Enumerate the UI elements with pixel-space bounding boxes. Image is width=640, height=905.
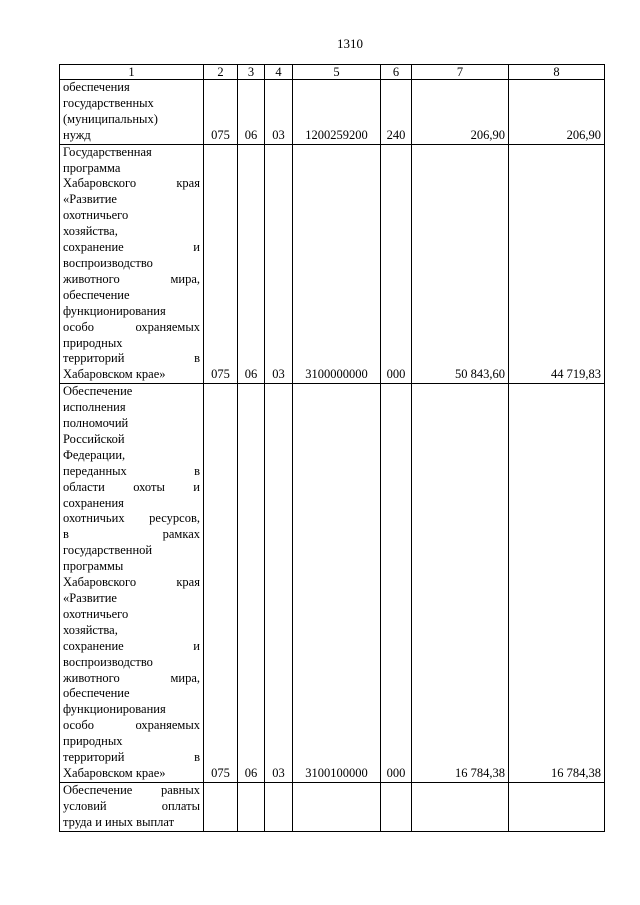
row-name-line: Хабаровского края — [63, 575, 200, 590]
row-name-line: Федерации, — [63, 447, 126, 462]
row-name-line: функционирования — [63, 303, 166, 318]
row-name-line: условий оплаты — [63, 798, 200, 813]
column-header-7: 7 — [412, 65, 509, 80]
item-code: 03 — [265, 144, 293, 384]
row-name-line: функционирования — [63, 702, 166, 717]
row-name-line: Хабаровском крае» — [63, 765, 166, 780]
row-name-line: территорий в — [63, 750, 200, 765]
section-code — [204, 782, 238, 831]
row-name-line: охотничьих ресурсов, — [63, 511, 200, 526]
row-name-line: нужд — [63, 127, 91, 142]
amount-planned — [412, 782, 509, 831]
amount-planned: 206,90 — [412, 80, 509, 145]
row-name-line: Обеспечение равных — [63, 782, 200, 797]
row-name-line: сохранение и — [63, 240, 200, 255]
row-name-line: обеспечения — [63, 80, 130, 94]
target-article-code: 3100100000 — [293, 384, 381, 783]
amount-executed: 206,90 — [509, 80, 605, 145]
amount-planned: 50 843,60 — [412, 144, 509, 384]
row-name — [60, 782, 204, 831]
row-name-line: программы — [63, 559, 124, 574]
column-header-6: 6 — [381, 65, 412, 80]
target-article-code: 3100000000 — [293, 144, 381, 384]
expense-type-code: 240 — [381, 80, 412, 145]
row-name-line: программа — [63, 160, 121, 175]
row-name-line: обеспечение — [63, 686, 130, 701]
row-name-line: особо охраняемых — [63, 718, 200, 733]
expense-type-code: 000 — [381, 144, 412, 384]
row-name-line: природных — [63, 734, 123, 749]
amount-executed: 44 719,83 — [509, 144, 605, 384]
row-name-line: области охоты и — [63, 479, 200, 494]
header-row — [60, 65, 605, 80]
row-name-line: сохранения — [63, 495, 124, 510]
column-header-2: 2 — [204, 65, 238, 80]
table-row — [60, 144, 605, 384]
row-name-line: государственной — [63, 543, 153, 558]
row-name-line: «Развитие — [63, 591, 117, 605]
row-name-line: Российской — [63, 431, 125, 446]
row-name-line: животного мира, — [63, 670, 200, 685]
row-name-line: воспроизводство — [63, 654, 153, 669]
row-name — [60, 80, 204, 145]
row-name-line: труда и иных выплат — [63, 814, 175, 829]
row-name-line: (муниципальных) — [63, 111, 158, 126]
item-code — [265, 782, 293, 831]
row-name-line: особо охраняемых — [63, 319, 200, 334]
column-header-4: 4 — [265, 65, 293, 80]
expense-type-code — [381, 782, 412, 831]
row-name-line: территорий в — [63, 351, 200, 366]
row-name-line: охотничьего — [63, 606, 129, 621]
row-name-line: животного мира, — [63, 271, 200, 286]
column-header-3: 3 — [238, 65, 265, 80]
budget-table — [59, 64, 605, 832]
row-name-line: Хабаровского края — [63, 176, 200, 191]
row-name-line: Обеспечение — [63, 384, 133, 399]
row-name-line: охотничьего — [63, 208, 129, 223]
target-article-code — [293, 782, 381, 831]
column-header-8: 8 — [509, 65, 605, 80]
table-row — [60, 782, 605, 831]
row-name-line: Государственная — [63, 144, 152, 159]
subsection-code — [238, 782, 265, 831]
section-code: 075 — [204, 80, 238, 145]
row-name-line: хозяйства, — [63, 622, 118, 637]
item-code: 03 — [265, 80, 293, 145]
item-code: 03 — [265, 384, 293, 783]
row-name-line: обеспечение — [63, 287, 130, 302]
row-name-line: сохранение и — [63, 638, 200, 653]
column-header-5: 5 — [293, 65, 381, 80]
row-name-line: переданных в — [63, 463, 200, 478]
row-name-line: исполнения — [63, 400, 126, 415]
subsection-code: 06 — [238, 144, 265, 384]
row-name-line: хозяйства, — [63, 224, 118, 239]
amount-executed — [509, 782, 605, 831]
row-name-line: в рамках — [63, 527, 200, 542]
row-name-line: Хабаровском крае» — [63, 367, 166, 382]
amount-planned: 16 784,38 — [412, 384, 509, 783]
row-name-line: воспроизводство — [63, 255, 153, 270]
subsection-code: 06 — [238, 80, 265, 145]
page-number: 1310 — [337, 36, 363, 51]
subsection-code: 06 — [238, 384, 265, 783]
table-row — [60, 384, 605, 783]
row-name-line: полномочий — [63, 416, 129, 431]
row-name-line: природных — [63, 335, 123, 350]
row-name — [60, 384, 204, 783]
expense-type-code: 000 — [381, 384, 412, 783]
row-name — [60, 144, 204, 384]
row-name-line: государственных — [63, 95, 154, 110]
target-article-code: 1200259200 — [293, 80, 381, 145]
amount-executed: 16 784,38 — [509, 384, 605, 783]
section-code: 075 — [204, 144, 238, 384]
section-code: 075 — [204, 384, 238, 783]
table-row — [60, 80, 605, 145]
row-name-line: «Развитие — [63, 192, 117, 207]
column-header-1: 1 — [60, 65, 204, 80]
